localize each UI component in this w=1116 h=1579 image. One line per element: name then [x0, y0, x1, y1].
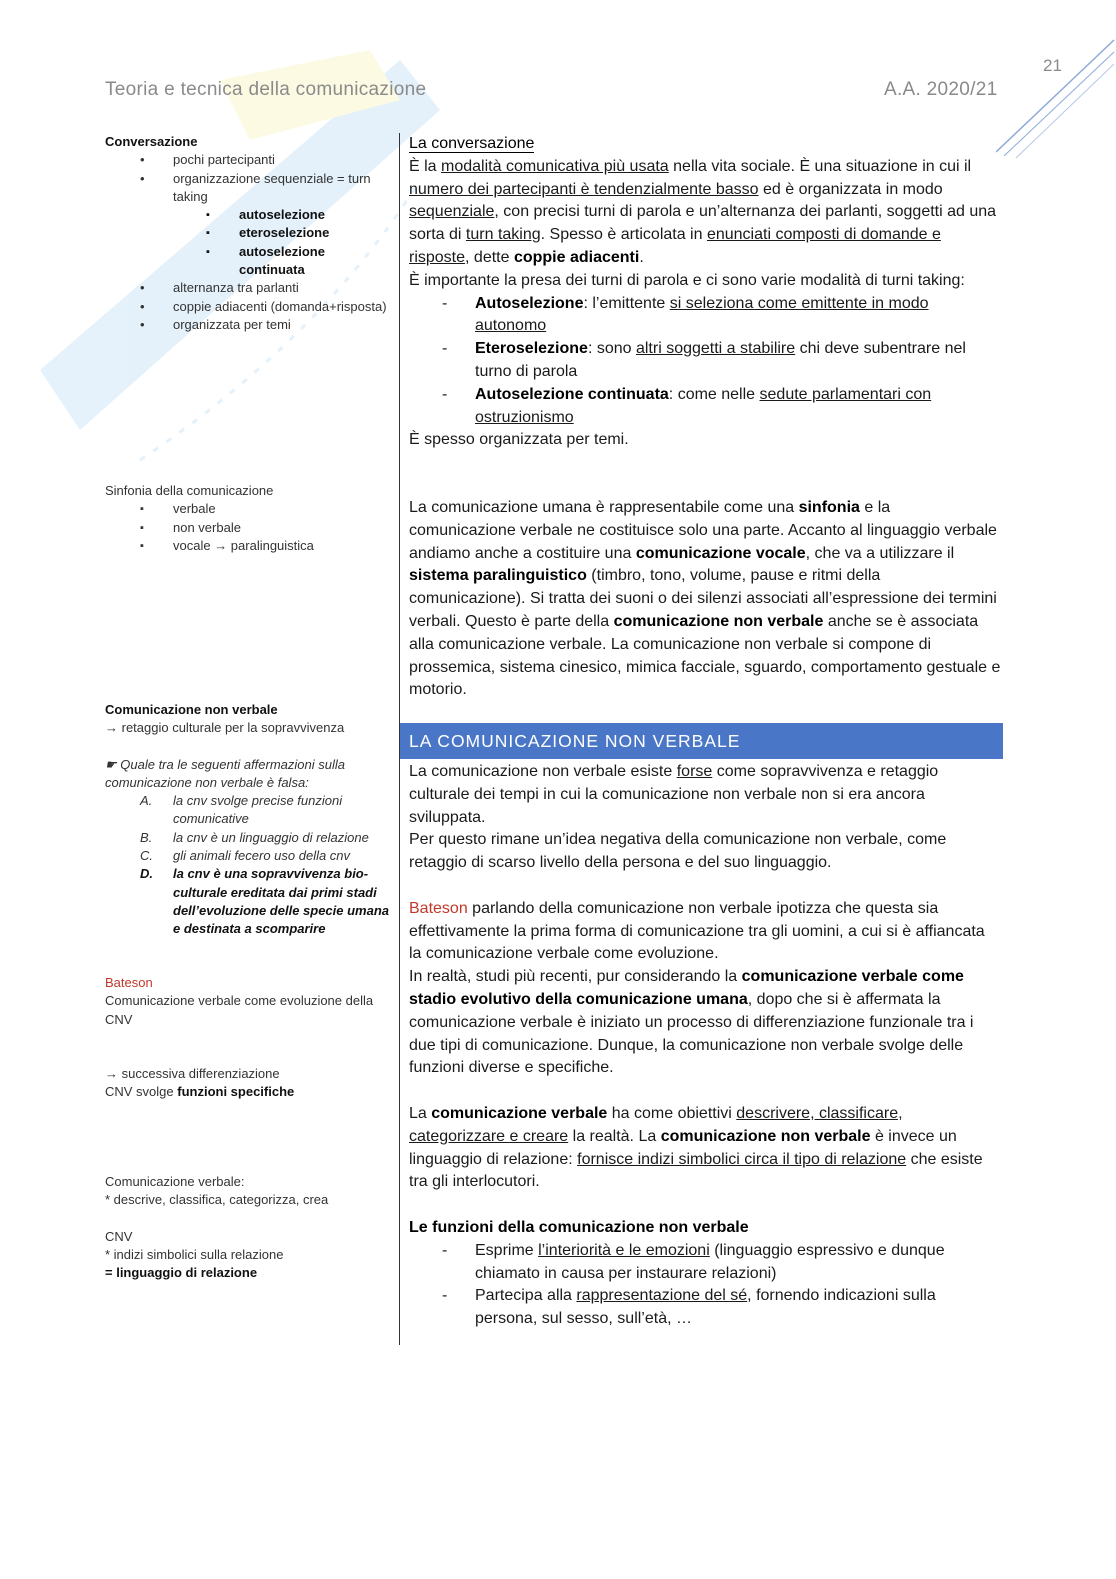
- list-item: • organizzazione sequenziale = turn taking: [105, 170, 390, 207]
- paragraph-conversazione-3: È spesso organizzata per temi.: [409, 431, 629, 449]
- list-item: - Eteroselezione: sono altri soggetti a stabilire chi deve subentrare nel turno di parola: [409, 338, 1001, 384]
- section-heading-funzioni: Le funzioni della comunicazione non verbale: [409, 1218, 749, 1236]
- paragraph-bateson-2: In realtà, studi più recenti, pur considerando la comunicazione verbale come stadio evolutivo della comunicazione umana, dopo che si è affermata la comunicazione verbale è iniziato un processo di differenziazione funzionale tra i due tipi di comunicazione. Dunque, la comunicazione non verbale svolge delle funzioni diverse e specifiche.: [409, 968, 974, 1077]
- list-item: ▪ non verbale: [105, 519, 390, 537]
- section-cnv: [409, 761, 1001, 1331]
- quiz-option: A. la cnv svolge precise funzioni comunicative: [140, 793, 343, 827]
- section-banner: LA COMUNICAZIONE NON VERBALE: [400, 723, 1003, 759]
- list-item: • organizzata per temi: [105, 316, 390, 334]
- paragraph-cnv-2: Per questo rimane un’idea negativa della comunicazione non verbale, come retaggio di scarso livello della persona e del suo linguaggio.: [409, 831, 947, 872]
- paragraph-sinfonia: La comunicazione umana è rappresentabile come una sinfonia e la comunicazione verbale ne costituisce solo una parte. Accanto al linguaggio verbale andiamo anche a costituire una comunicazione vocale, che va a utilizzare il sistema paralinguistico (timbro, tono, volume, pause e ritmi della comunicazione). Si tratta dei suoni o dei silenzi associati all’espressione dei termini verbali. Questo è parte della comunicazione non verbale anche se è associata alla comunicazione verbale. La comunicazione non verbale si compone di prossemica, sistema cinesico, mimica facciale, sguardo, comportamento gestuale e motorio.: [409, 499, 1001, 699]
- paragraph-conversazione-1: È la modalità comunicativa più usata nella vita sociale. È una situazione in cui il numero dei partecipanti è tendenzialmente basso ed è organizzata in modo sequenziale, con precisi turni di parola e un’alternanza dei parlanti, soggetti ad una sorta di turn taking. Spesso è articolata in enunciati composti di domande e risposte, dette coppie adiacenti.: [409, 157, 997, 266]
- quiz-option: C. gli animali fecero uso della cnv: [140, 848, 351, 864]
- list-item: ▪ autoselezione: [105, 206, 390, 224]
- sidebar-conversazione: [105, 133, 390, 334]
- academic-year: A.A. 2020/21: [884, 79, 998, 100]
- list-item: - Autoselezione continuata: come nelle sedute parlamentari con ostruzionismo: [409, 384, 1001, 430]
- sidebar-bateson-cnv: CNV svolge funzioni specifiche: [105, 1084, 295, 1100]
- paragraph-bateson-1: Bateson parlando della comunicazione non verbale ipotizza che questa sia effettivamente la prima forma di comunicazione tra gli uomini, a cui si è affiancata la comunicazione verbale come evoluzione.: [409, 899, 985, 963]
- list-item: - Esprime l’interiorità e le emozioni (linguaggio espressivo e dunque chiamato in causa per instaurare relazioni): [409, 1240, 1001, 1286]
- section-heading-conversazione: La conversazione: [409, 135, 535, 152]
- page-number: 21: [1043, 56, 1062, 75]
- paragraph-conversazione-2: È importante la presa dei turni di parola e ci sono varie modalità di turni taking:: [409, 271, 965, 289]
- corner-decoration: [996, 0, 1116, 160]
- sidebar-sinfonia: [105, 482, 390, 555]
- sidebar-bateson-text: Comunicazione verbale come evoluzione della CNV: [105, 993, 374, 1027]
- sidebar-cnv: [105, 701, 390, 939]
- list-item: ▪ eteroselezione: [105, 224, 390, 242]
- section-conversazione: [409, 133, 1001, 452]
- sidebar-verbale-heading: Comunicazione verbale:: [105, 1174, 245, 1189]
- paragraph-cnv-1: La comunicazione non verbale esiste forse come sopravvivenza e retaggio culturale dei tempi in cui la comunicazione non verbale non si era ancora sviluppata.: [409, 763, 939, 826]
- list-item: • pochi partecipanti: [105, 151, 390, 169]
- list-item: • coppie adiacenti (domanda+risposta): [105, 298, 390, 316]
- sidebar-bateson-name: Bateson: [105, 975, 153, 990]
- sidebar-heading-cnv: Comunicazione non verbale: [105, 702, 278, 717]
- list-item: - Partecipa alla rappresentazione del sé, fornendo indicazioni sulla persona, sul sesso, sull’età, …: [409, 1285, 1001, 1331]
- list-item: ▪ vocale → paralinguistica: [105, 537, 390, 555]
- sidebar-verbale: [105, 1173, 390, 1282]
- list-item: • alternanza tra parlanti: [105, 279, 390, 297]
- sidebar-verbale-text: * descrive, classifica, categorizza, crea: [105, 1192, 329, 1208]
- list-item: ▪ autoselezione continuata: [105, 243, 390, 280]
- list-item: ▪ verbale: [105, 500, 390, 518]
- quiz-option: B. la cnv è un linguaggio di relazione: [140, 829, 369, 845]
- section-sinfonia: [409, 497, 1001, 702]
- sidebar-bateson-diff: → successiva differenziazione: [105, 1065, 280, 1081]
- list-item: - Autoselezione: l’emittente si seleziona come emittente in modo autonomo: [409, 293, 1001, 339]
- sidebar-heading-sinfonia: Sinfonia della comunicazione: [105, 483, 274, 498]
- quiz-question: ☛ Quale tra le seguenti affermazioni sulla comunicazione non verbale è falsa:: [105, 756, 345, 790]
- sidebar-cnv2-bold: = linguaggio di relazione: [105, 1265, 258, 1281]
- sidebar-heading-conversazione: Conversazione: [105, 134, 198, 149]
- sidebar-cnv2-text: * indizi simbolici sulla relazione: [105, 1246, 284, 1262]
- quiz-option-correct: D. la cnv è una sopravvivenza bio-culturale ereditata dai primi stadi dell’evoluzione delle specie umana e destinata a scomparire: [140, 866, 390, 937]
- paragraph-verbale: La comunicazione verbale ha come obiettivi descrivere, classificare, categorizzare e creare la realtà. La comunicazione non verbale è invece un linguaggio di relazione: fornisce indizi simbolici circa il tipo di relazione che esiste tra gli interlocutori.: [409, 1104, 983, 1191]
- document-title: Teoria e tecnica della comunicazione: [105, 79, 427, 100]
- sidebar-cnv2-heading: CNV: [105, 1228, 133, 1244]
- sidebar-cnv-note: → retaggio culturale per la sopravvivenza: [105, 720, 345, 736]
- sidebar-bateson: [105, 974, 390, 1101]
